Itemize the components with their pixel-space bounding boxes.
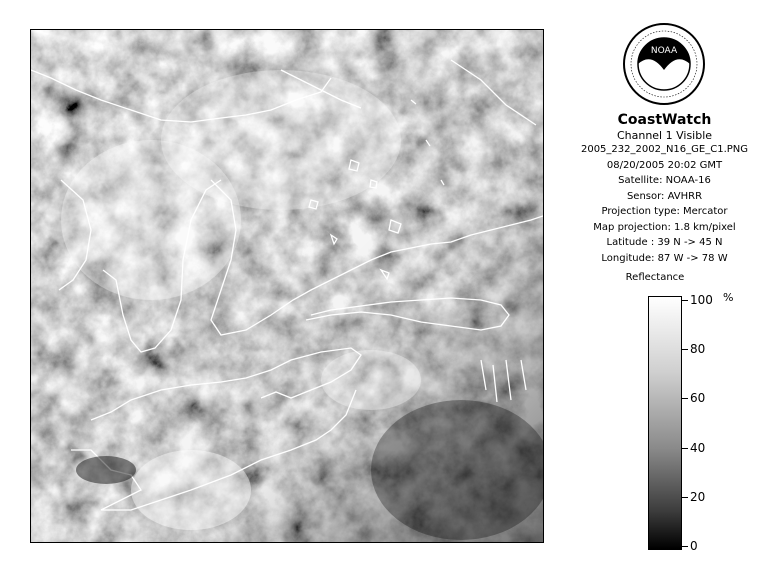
map-projection-text: Map projection: 1.8 km/pixel <box>593 221 736 233</box>
colorbar-tick-label: 20 <box>690 490 706 504</box>
colorbar-tick-label: 0 <box>690 539 698 553</box>
logo-text: NOAA <box>650 46 678 56</box>
filename-text: 2005_232_2002_N16_GE_C1.PNG <box>580 144 749 155</box>
longitude-text: Longitude: 87 W -> 78 W <box>601 252 728 264</box>
colorbar-tick-label: 80 <box>690 342 706 356</box>
latitude-text: Latitude : 39 N -> 45 N <box>606 237 723 248</box>
colorbar-title: Reflectance <box>625 272 685 283</box>
colorbar-tick-label: 100 <box>690 293 713 307</box>
image-info-panel <box>562 112 767 266</box>
datetime-text: 08/20/2005 20:02 GMT <box>606 159 723 171</box>
projection-type-text: Projection type: Mercator <box>601 206 728 217</box>
colorbar-unit: % <box>723 291 734 304</box>
colorbar-tick-label: 40 <box>690 441 706 455</box>
product-title: CoastWatch <box>617 112 712 128</box>
noaa-logo-icon <box>622 22 706 106</box>
satellite-map <box>30 29 544 543</box>
sensor-text: Sensor: AVHRR <box>626 190 703 202</box>
satellite-image <box>31 30 543 542</box>
colorbar-tick-label: 60 <box>690 391 706 405</box>
satellite-text: Satellite: NOAA-16 <box>618 175 711 186</box>
channel-label: Channel 1 Visible <box>616 129 713 142</box>
colorbar <box>648 296 682 550</box>
